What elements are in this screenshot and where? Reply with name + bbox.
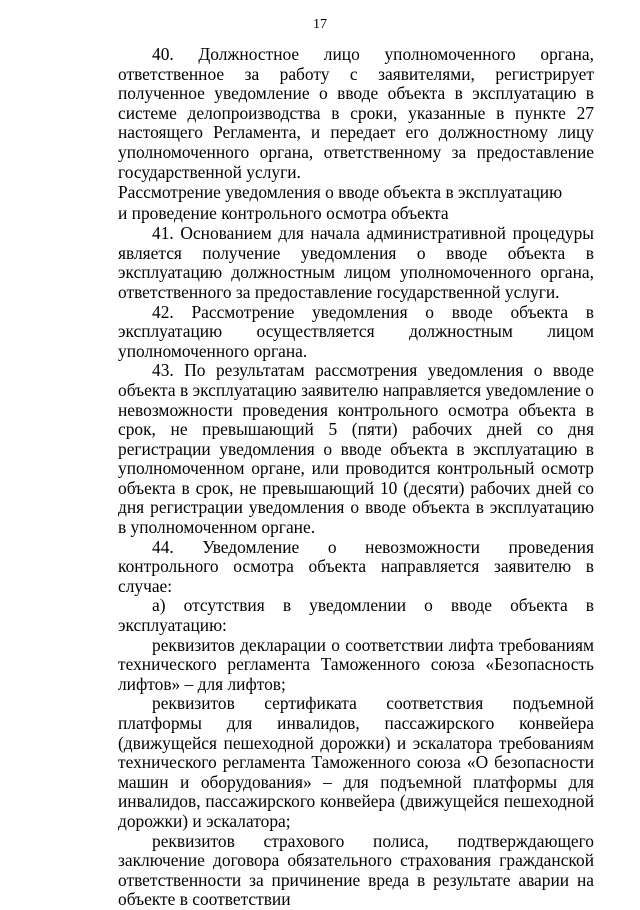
- paragraph-insurance-policy: реквизитов страхового полиса, подтверждающего заключение договора обязательного страхования гражданской ответственности за причинение вреда в результате аварии на объекте в соответствии: [118, 830, 594, 910]
- page-number: 17: [313, 17, 327, 32]
- paragraph-41: 41. Основанием для начала административной процедуры является получение уведомления о вводе объекта в эксплуатацию должностным лицом уполномоченного органа, ответственного за предоставление государственной услуги.: [118, 223, 594, 302]
- document-body: [118, 45, 594, 910]
- section-heading-line-2: и проведение контрольного осмотра объекта: [118, 203, 449, 224]
- section-heading-line-1: Рассмотрение уведомления о вводе объекта в эксплуатацию: [118, 182, 563, 203]
- section-heading: [118, 182, 594, 224]
- paragraph-lift-declaration: реквизитов декларации о соответствии лифта требованиям технического регламента Таможенного союза «Безопасность лифтов» – для лифтов;: [118, 634, 594, 694]
- paragraph-43: 43. По результатам рассмотрения уведомления о вводе объекта в эксплуатацию заявителю направляется уведомление о невозможности проведения контрольного осмотра объекта в срок, не превышающий 5 (пяти) рабочих дней со дня регистрации уведомления о вводе объекта в эксплуатацию в уполномоченном органе, или проводится контрольный осмотр объекта в срок, не превышающий 10 (десяти) рабочих дней со дня регистрации уведомления о вводе объекта в эксплуатацию в уполномоченном органе.: [118, 360, 594, 538]
- paragraph-platform-certificate: реквизитов сертификата соответствия подъемной платформы для инвалидов, пассажирского конвейера (движущейся пешеходной дорожки) и эскалатора требованиям технического регламента Таможенного союза «О безопасности машин и оборудования» – для подъемной платформы для инвалидов, пассажирского конвейера (движущейся пешеходной дорожки) и эскалатора;: [118, 693, 594, 831]
- paragraph-42: 42. Рассмотрение уведомления о вводе объекта в эксплуатацию осуществляется должностным лицом уполномоченного органа.: [118, 301, 594, 361]
- paragraph-44-a: а) отсутствия в уведомлении о вводе объекта в эксплуатацию:: [118, 595, 594, 636]
- paragraph-40: 40. Должностное лицо уполномоченного органа, ответственное за работу с заявителями, регистрирует полученное уведомление о вводе объекта в эксплуатацию в системе делопроизводства в сроки, указанные в пункте 27 настоящего Регламента, и передает его должностному лицу уполномоченного органа, ответственному за предоставление государственной услуги.: [118, 44, 594, 182]
- paragraph-44: 44. Уведомление о невозможности проведения контрольного осмотра объекта направляется заявителю в случае:: [118, 536, 594, 596]
